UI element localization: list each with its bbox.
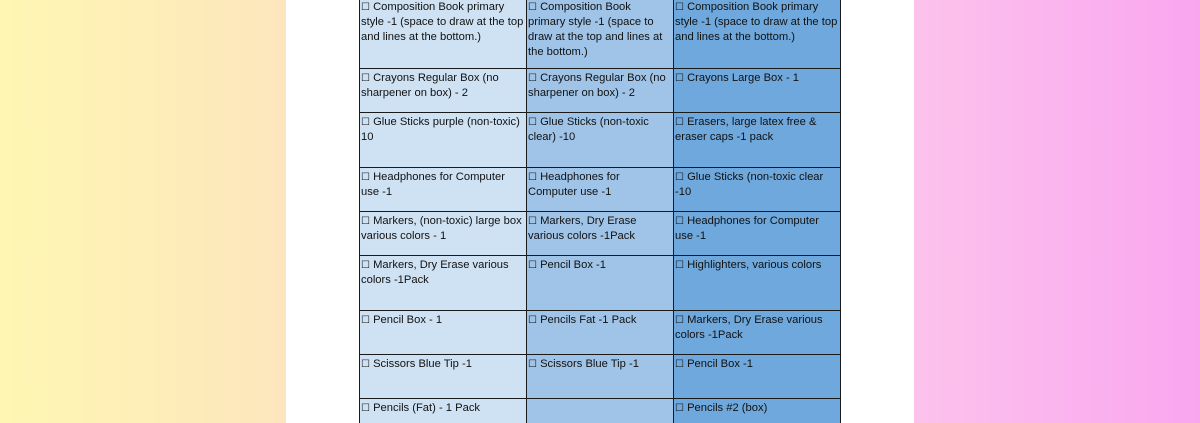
table-cell (674, 0, 841, 69)
table-cell (360, 256, 527, 311)
table-cell (527, 0, 674, 69)
supply-item-label: Composition Book primary style -1 (space to draw at the top and lines at the bottom.) (361, 1, 524, 43)
table-row (360, 0, 841, 69)
supply-item-label: Pencil Box -1 (540, 259, 606, 271)
supply-item (675, 113, 838, 145)
table-cell (360, 355, 527, 399)
supply-item (675, 355, 838, 372)
supply-item-label: Highlighters, various colors (687, 259, 822, 271)
table-row (360, 212, 841, 256)
supply-item (528, 168, 671, 200)
checkbox-icon: ☐ (675, 315, 684, 326)
supply-item (528, 0, 671, 60)
checkbox-icon: ☐ (361, 359, 370, 370)
supply-item (528, 355, 671, 372)
supply-item (361, 256, 524, 288)
table-row (360, 168, 841, 212)
supply-item (675, 168, 838, 200)
table-cell (360, 212, 527, 256)
checkbox-icon: ☐ (361, 172, 370, 183)
supply-item-label: Composition Book primary style -1 (space to draw at the top and lines at the bottom.) (528, 1, 663, 58)
supply-item (361, 212, 524, 244)
table-cell (674, 212, 841, 256)
table-cell (674, 69, 841, 113)
checkbox-icon: ☐ (528, 73, 537, 84)
table-row (360, 113, 841, 168)
supply-item-label: Headphones for Computer use -1 (361, 171, 505, 198)
table-cell (360, 311, 527, 355)
supply-item-label: Pencils (Fat) - 1 Pack (373, 402, 481, 414)
supply-item-label: Headphones for Computer use -1 (528, 171, 620, 198)
checkbox-icon: ☐ (528, 315, 537, 326)
supply-item (528, 69, 671, 101)
table-cell (360, 113, 527, 168)
supply-item (528, 311, 671, 328)
supply-item-label: Crayons Regular Box (no sharpener on box) - 2 (528, 72, 666, 99)
checkbox-icon: ☐ (675, 73, 684, 84)
table-row (360, 311, 841, 355)
supply-item (361, 113, 524, 145)
supply-item-label: Markers, Dry Erase various colors -1Pack (675, 314, 823, 341)
supply-item (361, 0, 524, 45)
table-row (360, 256, 841, 311)
table-cell (360, 69, 527, 113)
checkbox-icon: ☐ (361, 2, 370, 13)
supply-item (528, 113, 671, 145)
supply-item-label: Crayons Large Box - 1 (687, 72, 800, 84)
supply-item-label: Headphones for Computer use -1 (675, 215, 819, 242)
checkbox-icon: ☐ (528, 260, 537, 271)
table-cell (527, 311, 674, 355)
checkbox-icon: ☐ (675, 172, 684, 183)
checkbox-icon: ☐ (361, 315, 370, 326)
table-cell (527, 113, 674, 168)
supply-item-label: Composition Book primary style -1 (space to draw at the top and lines at the bottom.) (675, 1, 838, 43)
table-cell (674, 113, 841, 168)
supply-item-label: Crayons Regular Box (no sharpener on box) - 2 (361, 72, 499, 99)
table-cell (527, 399, 674, 423)
supply-item (361, 69, 524, 101)
table-cell (674, 311, 841, 355)
table-cell (360, 399, 527, 423)
supply-item-label: Pencils Fat -1 Pack (540, 314, 637, 326)
supply-item-label: Glue Sticks purple (non-toxic) 10 (361, 116, 520, 143)
table-cell (527, 69, 674, 113)
supply-list-table (359, 0, 841, 423)
supply-item-label: Erasers, large latex free & eraser caps -1 pack (675, 116, 817, 143)
supply-item-label: Pencil Box - 1 (373, 314, 443, 326)
checkbox-icon: ☐ (528, 172, 537, 183)
table-cell (527, 168, 674, 212)
table-cell (674, 399, 841, 423)
supply-item (675, 69, 838, 86)
table-cell (527, 355, 674, 399)
checkbox-icon: ☐ (675, 260, 684, 271)
table-row (360, 69, 841, 113)
table-row (360, 399, 841, 423)
left-gradient-margin (0, 0, 286, 423)
supply-item (675, 0, 838, 45)
checkbox-icon: ☐ (361, 216, 370, 227)
table-cell (360, 0, 527, 69)
checkbox-icon: ☐ (528, 117, 537, 128)
table-cell (527, 256, 674, 311)
supply-item (361, 355, 524, 372)
checkbox-icon: ☐ (528, 216, 537, 227)
checkbox-icon: ☐ (528, 2, 537, 13)
supply-item (528, 212, 671, 244)
checkbox-icon: ☐ (675, 403, 684, 414)
supply-item (528, 256, 671, 273)
supply-item-label: Pencil Box -1 (687, 358, 753, 370)
supply-item (675, 212, 838, 244)
table-cell (527, 212, 674, 256)
table-row (360, 355, 841, 399)
checkbox-icon: ☐ (528, 359, 537, 370)
supply-item (675, 399, 838, 416)
checkbox-icon: ☐ (361, 117, 370, 128)
checkbox-icon: ☐ (361, 403, 370, 414)
table-cell (674, 355, 841, 399)
supply-item-label: Scissors Blue Tip -1 (540, 358, 639, 370)
checkbox-icon: ☐ (361, 260, 370, 271)
supply-item (361, 168, 524, 200)
supply-item-label: Scissors Blue Tip -1 (373, 358, 472, 370)
supply-item-label: Glue Sticks (non-toxic clear) -10 (528, 116, 649, 143)
checkbox-icon: ☐ (675, 216, 684, 227)
checkbox-icon: ☐ (675, 359, 684, 370)
table-cell (674, 256, 841, 311)
checkbox-icon: ☐ (361, 73, 370, 84)
table-cell (360, 168, 527, 212)
supply-item (675, 311, 838, 343)
table-cell (674, 168, 841, 212)
checkbox-icon: ☐ (675, 2, 684, 13)
supply-item-label: Markers, Dry Erase various colors -1Pack (528, 215, 637, 242)
supply-item-label: Pencils #2 (box) (687, 402, 768, 414)
supply-item (675, 256, 838, 273)
checkbox-icon: ☐ (675, 117, 684, 128)
supply-item (361, 399, 524, 416)
supply-item (361, 311, 524, 328)
right-gradient-margin (914, 0, 1200, 423)
document-page (286, 0, 914, 423)
supply-item-label: Markers, (non-toxic) large box various colors - 1 (361, 215, 522, 242)
supply-item-label: Glue Sticks (non-toxic clear -10 (675, 171, 824, 198)
supply-item-label: Markers, Dry Erase various colors -1Pack (361, 259, 509, 286)
